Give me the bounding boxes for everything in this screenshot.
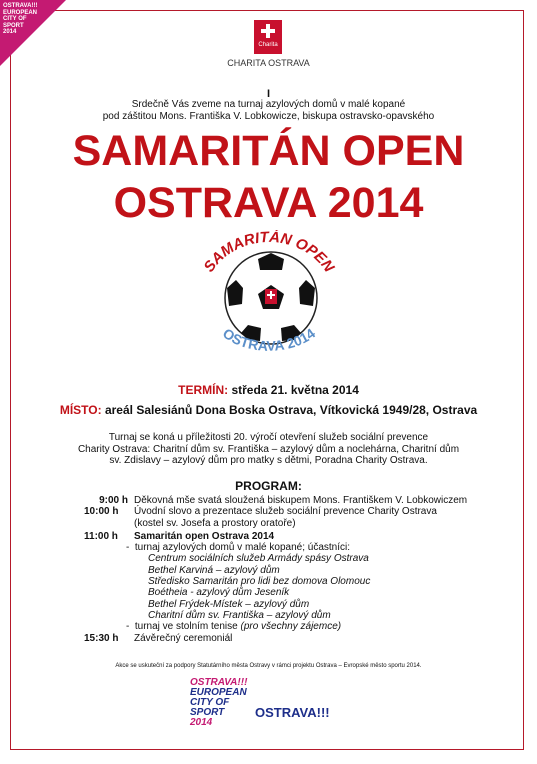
program-time: 10:00 h [84,506,119,518]
event-place [0,403,537,417]
program-time: 15:30 h [84,632,119,644]
badge-line: OSTRAVA!!! [3,3,38,9]
badge-line: SPORT [3,22,24,29]
team-item: Bethel Frýdek-Místek – azylový dům [148,598,310,610]
soccer-ball-icon [196,230,342,360]
program-text: Závěrečný ceremoniál [134,632,233,644]
program-text: turnaj azylových domů v malé kopané; účastníci: [134,542,350,554]
program-item [84,506,504,517]
team-item: Centrum sociálních služeb Armády spásy Ostrava [148,553,369,565]
tournament-logo [196,230,342,360]
logo-line: EUROPEAN [190,687,247,698]
european-city-of-sport-logo [190,678,247,728]
program-list [84,495,504,644]
logo-line: OSTRAVA!!! [190,677,248,688]
program-heading: PROGRAM: [235,479,302,493]
ball-logo-bottom-text: OSTRAVA 2014 [219,324,319,354]
event-description [0,432,537,467]
place-label: MÍSTO: [59,403,102,417]
program-time: 9:00 h [99,495,128,506]
intro-text [0,89,537,123]
logo-line: CITY OF [190,697,230,708]
place-value: areál Salesiánů Dona Boska Ostrava, Vítkovická 1949/28, Ostrava [104,403,478,417]
team-item: Boétheia - azylový dům Jeseník [148,587,290,599]
program-item-cont [84,518,504,529]
team-item: Středisko Samaritán pro lidi bez domova Olomouc [148,576,371,588]
program-text: Děkovná mše svatá sloužená biskupem Mons. Františkem V. Lobkowiczem [134,495,468,506]
bullet: - [126,542,135,554]
title-line-2: OSTRAVA 2014 [113,179,424,227]
logo-line: SPORT [190,707,225,718]
program-text: turnaj ve stolním tenise [134,621,238,633]
team-item: Charitní dům sv. Františka – azylový dům [148,609,331,621]
intro-line: Srdečně Vás zveme na turnaj azylových domů v malé kopané [131,99,406,110]
badge-line: EUROPEAN [3,9,38,16]
description-line: Turnaj se koná u příležitosti 20. výročí otevření služeb sociální prevence [108,432,429,443]
cursor-mark: I [266,88,271,100]
logo-sub-label: Charita [258,42,278,48]
badge-line: CITY OF [3,16,27,22]
program-item [84,633,504,644]
intro-line: pod záštitou Mons. Františka V. Lobkowicze, biskupa ostravsko-opavského [102,111,435,122]
ball-logo-top-text: SAMARITÁN OPEN [200,230,338,276]
program-text: Samaritán open Ostrava 2014 [134,530,275,542]
charita-logo [254,20,282,54]
program-item [84,531,504,542]
description-line: Charity Ostrava: Charitní dům sv. Františka – azylový dům a noclehárna, Charitní dům [77,443,460,455]
program-text: (kostel sv. Josefa a prostory oratoře) [134,517,296,529]
badge-line: 2014 [3,29,17,35]
title-line-1: SAMARITÁN OPEN [72,127,465,175]
description-line: sv. Zdislavy – azylový dům pro matky s dětmi, Poradna Charity Ostrava. [109,455,428,466]
footer-note: Akce se uskuteční za podpory Statutárního města Ostravy v rámci projektu Ostrava – Evropské město sportu 2014. [115,663,422,669]
organization-name: CHARITA OSTRAVA [227,58,310,68]
bullet: - [126,621,135,633]
cross-icon [261,24,275,38]
program-subitem [84,542,504,553]
program-subitem [84,621,504,632]
program-time: 11:00 h [84,530,118,542]
date-value: středa 21. května 2014 [231,383,359,397]
corner-badge-text [3,3,43,36]
program-item [84,495,504,506]
program-text: Úvodní slovo a prezentace služeb sociální prevence Charity Ostrava [134,506,437,518]
program-text: (pro všechny zájemce) [240,621,342,633]
ostrava-logo: OSTRAVA!!! [255,705,330,720]
event-date [0,383,537,397]
date-label: TERMÍN: [178,383,229,397]
team-item: Bethel Karviná – azylový dům [148,564,280,576]
logo-line: 2014 [190,717,213,728]
